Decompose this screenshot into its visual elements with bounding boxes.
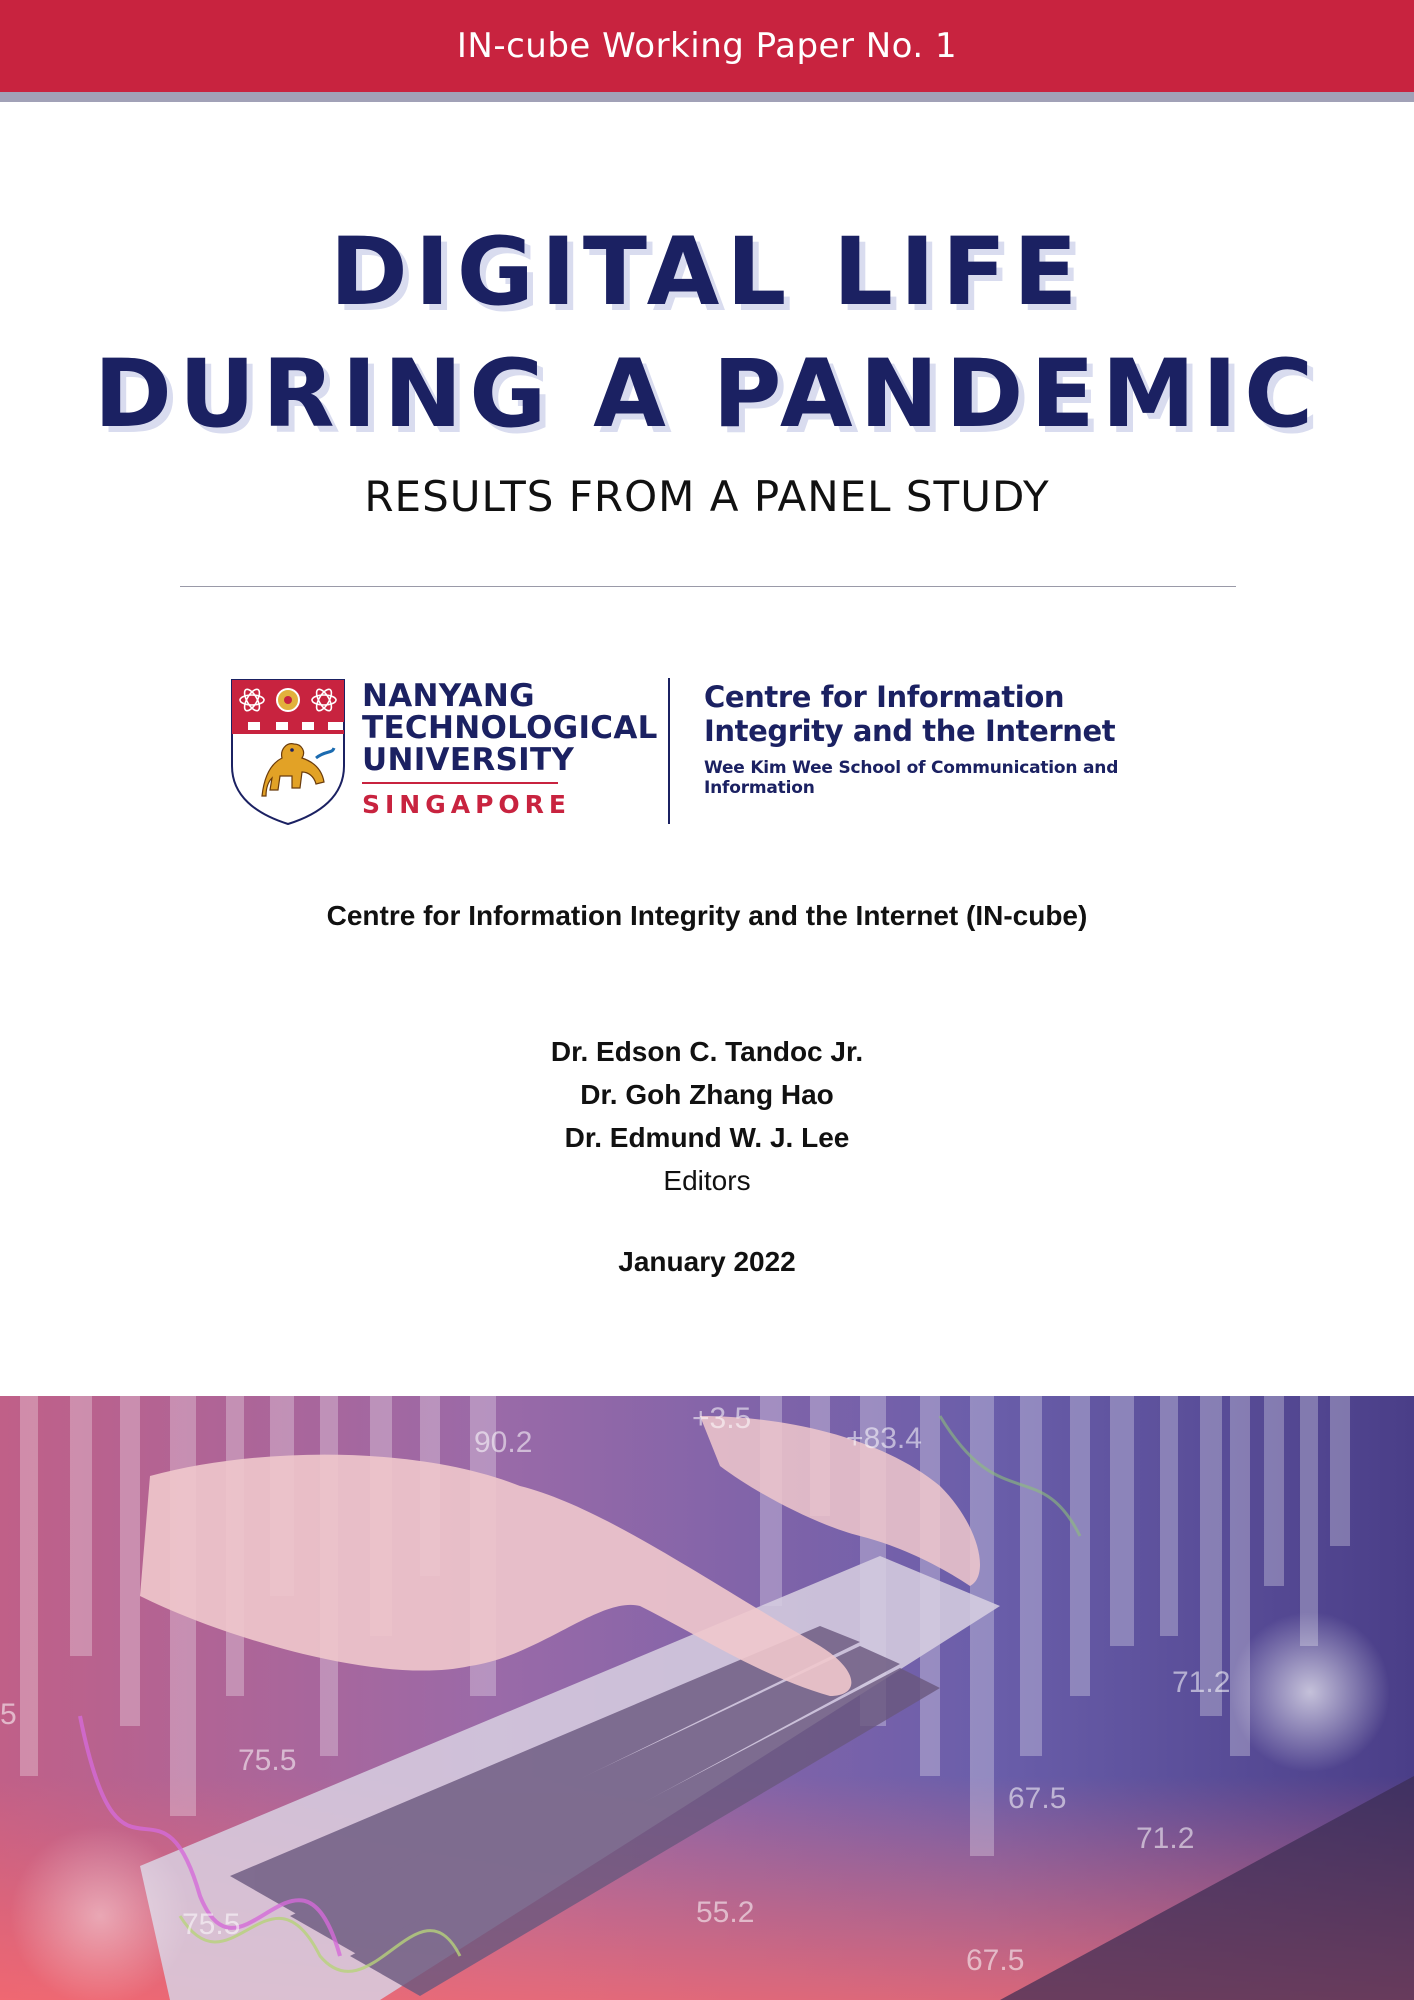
- overlay-number: 75.5: [238, 1744, 297, 1777]
- centre-wordmark: [704, 680, 1218, 798]
- editor-name: Dr. Edson C. Tandoc Jr.: [550, 1036, 864, 1067]
- institution-logo: [228, 676, 1218, 826]
- centre-line-2: Integrity and the Internet: [704, 714, 1116, 748]
- overlay-number: 90.2: [474, 1426, 533, 1459]
- centre-line-1: Centre for Information: [704, 680, 1065, 714]
- editors-label: Editors: [663, 1165, 751, 1196]
- overlay-number: 55.2: [696, 1896, 755, 1929]
- overlay-number: +3.5: [692, 1402, 752, 1435]
- editor-name: Dr. Goh Zhang Hao: [580, 1079, 834, 1110]
- subtitle: RESULTS FROM A PANEL STUDY: [364, 472, 1050, 521]
- overlay-number: 71.2: [1172, 1666, 1231, 1699]
- title-line-2: DURING A PANDEMIC: [93, 340, 1321, 449]
- divider-rule: [180, 586, 1236, 587]
- overlay-number: 67.5: [966, 1944, 1025, 1977]
- overlay-number: 71.2: [1136, 1822, 1195, 1855]
- ntu-wordmark: [362, 680, 658, 819]
- series-label: IN-cube Working Paper No. 1: [456, 26, 958, 66]
- ntu-line-1: NANYANG: [362, 678, 535, 714]
- overlay-number: 75.5: [182, 1908, 241, 1941]
- header-bar: [0, 0, 1414, 102]
- editor-name: Dr. Edmund W. J. Lee: [564, 1122, 850, 1153]
- overlay-number: 67.5: [1008, 1782, 1067, 1815]
- ntu-crest-icon: [230, 678, 346, 826]
- ntu-line-3: UNIVERSITY: [362, 742, 575, 778]
- overlay-number: 5: [0, 1698, 17, 1731]
- logo-divider: [668, 678, 670, 824]
- ntu-country: SINGAPORE: [362, 782, 558, 819]
- overlay-number: +83.4: [846, 1422, 922, 1455]
- editors-block: [0, 1030, 1414, 1202]
- publication-date: January 2022: [618, 1246, 796, 1277]
- organization-name: Centre for Information Integrity and the Internet (IN-cube): [326, 900, 1088, 931]
- cover-photo: [0, 1396, 1414, 2000]
- school-name: Wee Kim Wee School of Communication and Information: [704, 758, 1119, 798]
- title-line-1: DIGITAL LIFE: [329, 218, 1085, 327]
- ntu-line-2: TECHNOLOGICAL: [362, 710, 658, 746]
